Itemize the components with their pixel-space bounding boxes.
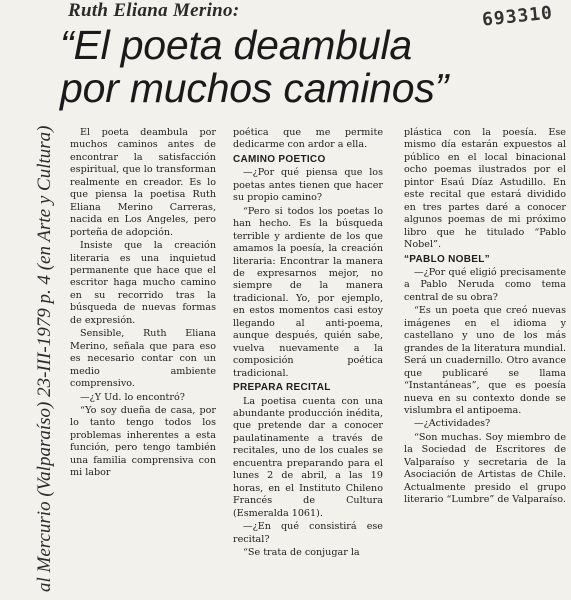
paragraph: El poeta deambula por muchos caminos antes de encontrar la satisfacción espiritual, que lo transforman realmente en creador. Es lo que piensa la poetisa Ruth Eliana Merino Carreras, nacida en Los Angeles, pero porteña de adopción. <box>70 127 216 238</box>
paragraph: “Se trata de conjugar la <box>243 546 360 558</box>
section-heading-camino-poetico: CAMINO POETICO <box>233 153 326 165</box>
paragraph: —¿En qué consistirá ese recital? <box>233 521 383 545</box>
handwritten-source-note: al Mercurio (Valparaíso) 23-III-1979 p. 4 (en Arte y Cultura) <box>34 125 55 592</box>
paragraph: “Es un poeta que creó nuevas imágenes en el idioma y castellano y uno de los más grandes de la literatura mundial. Será un cuadernillo. Otro avance que publicaré se llama “Instantáneas”, que es poesía nueva en su contexto donde se vislumbra el antipoema. <box>404 305 566 416</box>
paragraph: “Son muchas. Soy miembro de la Sociedad de Escritores de Valparaíso y secretaria de la Asociación de Artistas de Chile. Actualmente presido el grupo literario “Lumbre” de Valparaíso. <box>404 431 566 506</box>
headline-line-1: “El poeta deambula <box>60 22 412 68</box>
paragraph: Insiste que la creación literaria es una inquietud permanente que hace que el escritor haga mucho camino en su recorrido tras la búsqueda de nuevas formas de expresión. <box>70 240 216 326</box>
column-3 <box>404 127 566 508</box>
paragraph: —¿Y Ud. lo encontró? <box>80 391 185 403</box>
kicker: Ruth Eliana Merino: <box>68 0 240 21</box>
headline <box>60 24 560 110</box>
paragraph: La poetisa cuenta con una abundante producción inédita, que pretende dar a conocer paulatinamente a través de recitales, uno de los cuales se encuentra preparando para el lunes 2 de abril, a las 19 horas, en el Instituto Chileno Francés de Cultura (Esmeralda 1061). <box>233 395 383 519</box>
paragraph: —¿Actividades? <box>414 418 491 430</box>
headline-line-2: por muchos caminos” <box>60 65 449 111</box>
paragraph: Sensible, Ruth Eliana Merino, señala que para eso es necesario contar con un medio ambiente comprensivo. <box>70 328 216 390</box>
paragraph: “Yo soy dueña de casa, por lo tanto tengo todos los problemas inherentes a esta función, pero tengo también una familia comprensiva con mi labor <box>70 404 216 479</box>
archive-stamp: 693310 <box>481 2 554 31</box>
paragraph: —¿Por qué piensa que los poetas antes tienen que hacer su propio camino? <box>233 167 383 204</box>
column-2 <box>233 127 383 560</box>
section-heading-prepara-recital: PREPARA RECITAL <box>233 382 331 394</box>
column-1 <box>70 127 216 481</box>
paragraph: —¿Por qué eligió precisamente a Pablo Neruda como tema central de su obra? <box>404 266 566 303</box>
section-heading-pablo-nobel: “PABLO NOBEL” <box>404 253 490 265</box>
paragraph: plástica con la poesía. Ese mismo día estarán expuestos al público en el local binacional ocho poemas ilustrados por el pintor Esaú Díaz Astudillo. En este recital que estará dividido en tres partes daré a conocer algunos poemas de mi próximo libro que he titulado “Pablo Nobel”. <box>404 127 566 251</box>
paragraph: “Pero si todos los poetas lo han hecho. Es la búsqueda terrible y ardiente de los que amamos la poesía, la creación literaria: Encontrar la manera de expresarnos mejor, no siempre de la manera tradicional. Yo, por ejemplo, en estos momentos casi estoy llegando al anti-poema, aunque después, quién sabe, vuelva nuevamente a la composición poética tradicional. <box>233 205 383 379</box>
paragraph: poética que me permite dedicarme con ardor a ella. <box>233 127 383 151</box>
